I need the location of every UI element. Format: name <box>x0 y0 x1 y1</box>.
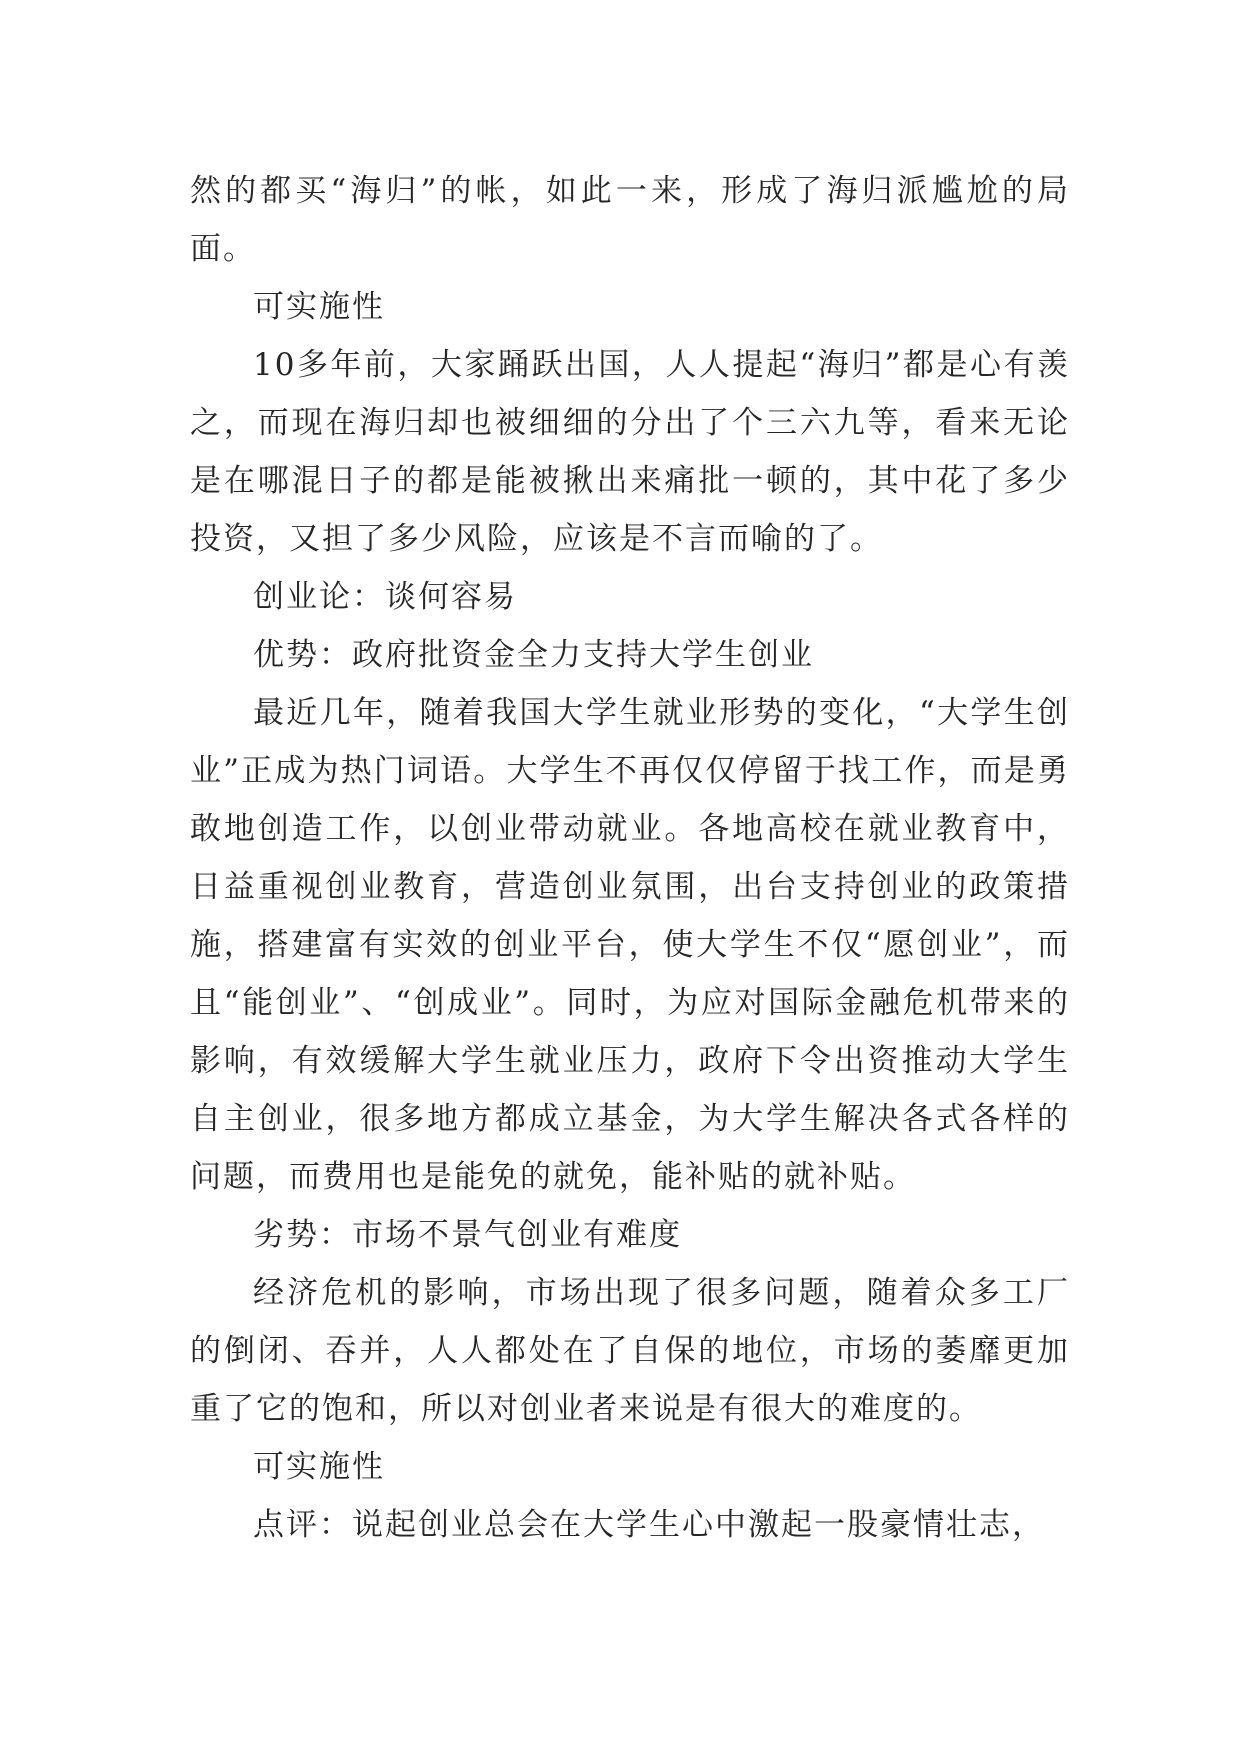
paragraph-overseas-returnees: 10多年前，大家踊跃出国，人人提起“海归”都是心有羡之，而现在海归却也被细细的分出了个三六九等，看来无论是在哪混日子的都是能被揪出来痛批一顿的，其中花了多少投资，又担了多少风险，应该是不言而喻的了。 <box>190 347 1070 557</box>
subheading-advantages: 优势：政府批资金全力支持大学生创业 <box>253 637 814 673</box>
section-heading-entrepreneurship: 创业论：谈何容易 <box>253 579 517 615</box>
paragraph-commentary: 点评：说起创业总会在大学生心中激起一股豪情壮志， <box>253 1507 1045 1543</box>
section-heading-feasibility: 可实施性 <box>253 289 385 325</box>
section-heading-feasibility-2: 可实施性 <box>253 1449 385 1485</box>
subheading-disadvantages: 劣势：市场不景气创业有难度 <box>253 1217 682 1253</box>
paragraph-continuation: 然的都买“海归”的帐，如此一来，形成了海归派尴尬的局面。 <box>190 173 1070 267</box>
paragraph-disadvantages: 经济危机的影响，市场出现了很多问题，随着众多工厂的倒闭、吞并，人人都处在了自保的地位，市场的萎靡更加重了它的饱和，所以对创业者来说是有很大的难度的。 <box>190 1275 1070 1427</box>
document-page <box>190 162 1070 1554</box>
paragraph-advantages: 最近几年，随着我国大学生就业形势的变化，“大学生创业”正成为热门词语。大学生不再仅仅停留于找工作，而是勇敢地创造工作，以创业带动就业。各地高校在就业教育中，日益重视创业教育，营造创业氛围，出台支持创业的政策措施，搭建富有实效的创业平台，使大学生不仅“愿创业”，而且“能创业”、“创成业”。同时，为应对国际金融危机带来的影响，有效缓解大学生就业压力，政府下令出资推动大学生自主创业，很多地方都成立基金，为大学生解决各式各样的问题，而费用也是能免的就免，能补贴的就补贴。 <box>190 695 1070 1195</box>
